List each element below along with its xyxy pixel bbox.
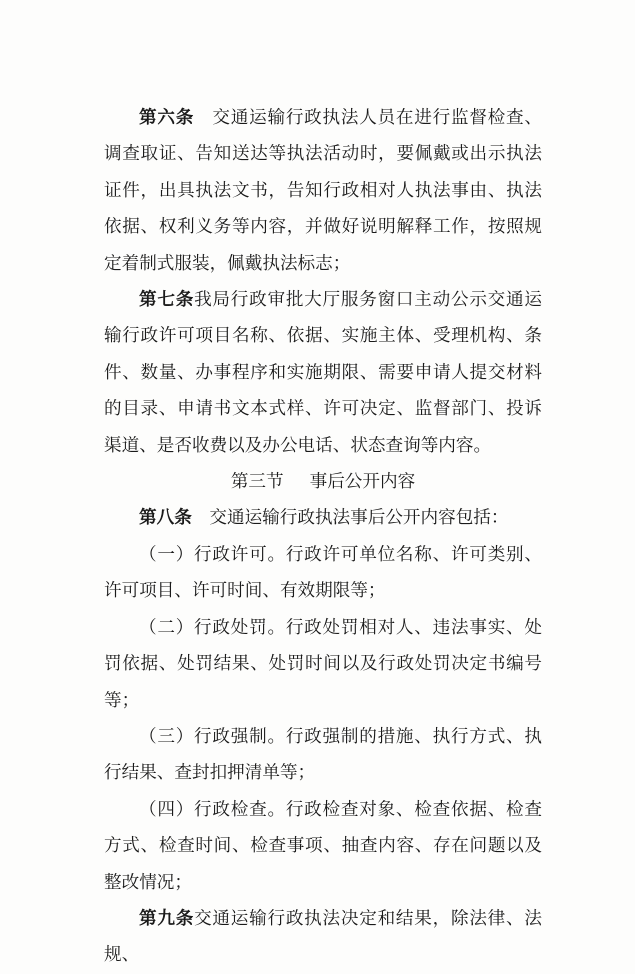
- article-8-paragraph: [104, 500, 542, 536]
- section-3-number: 第三节: [230, 472, 284, 493]
- article-9-paragraph: [104, 901, 542, 974]
- article-6-paragraph: [104, 100, 542, 282]
- article-6-text: 交通运输行政执法人员在进行监督检查、调查取证、告知送达等执法活动时，要佩戴或出示执法证件，出具执法文书，告知行政相对人执法事由、执法依据、权利义务等内容，并做好说明解释工作，按照规定着制式服装，佩戴执法标志；: [104, 108, 542, 274]
- list-item-licensing: （一）行政许可。行政许可单位名称、许可类别、许可项目、许可时间、有效期限等；: [104, 544, 542, 602]
- article-6-heading: 第六条: [139, 107, 195, 128]
- section-3-title: 事后公开内容: [309, 472, 416, 493]
- article-7-text: 我局行政审批大厅服务窗口主动公示交通运输行政许可项目名称、依据、实施主体、受理机构、条件、数量、办事程序和实施期限、需要申请人提交材料的目录、申请书文本式样、许可决定、监督部门、投诉渠道、是否收费以及办公电话、状态查询等内容。: [104, 290, 542, 456]
- article-8-text: 交通运输行政执法事后公开内容包括：: [191, 508, 509, 529]
- list-item-inspection: （四）行政检查。行政检查对象、检查依据、检查方式、检查时间、检查事项、抽查内容、存在问题以及整改情况；: [104, 799, 542, 893]
- article-9-text: 交通运输行政执法决定和结果，除法律、法规、: [104, 908, 542, 966]
- article-7-paragraph: [104, 282, 542, 464]
- document-body: [104, 100, 542, 974]
- list-item-penalty: （二）行政处罚。行政处罚相对人、违法事实、处罚依据、处罚结果、处罚时间以及行政处罚决定书编号等；: [104, 617, 542, 711]
- article-9-heading: 第九条: [139, 907, 195, 929]
- article-7-heading: 第七条: [139, 289, 195, 311]
- section-3-heading: [104, 464, 542, 500]
- list-item-enforcement: （三）行政强制。行政强制的措施、执行方式、执行结果、查封扣押清单等；: [104, 726, 542, 784]
- article-8-heading: 第八条: [139, 507, 192, 529]
